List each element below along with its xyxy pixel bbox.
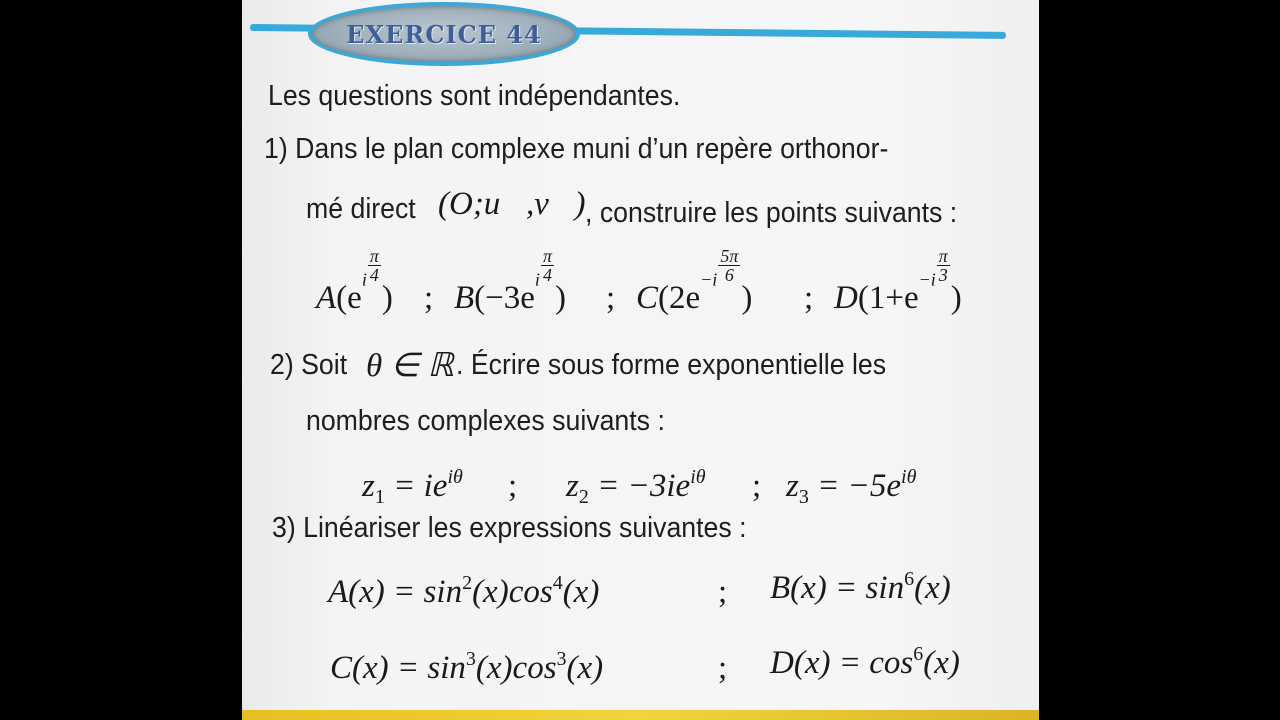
q1-frame: (O;u⃗,v⃗) xyxy=(438,186,586,222)
z1-expression: $z_1 = ie^{i\theta}$ xyxy=(362,466,463,508)
q1-line2-post: , construire les points suivants : xyxy=(585,197,958,229)
sep-3: ; xyxy=(804,280,814,316)
expr-B: $B(x) = \sin^6(x)$ xyxy=(770,568,951,606)
exercise-title: EXERCICE 44 xyxy=(346,20,542,49)
textbook-page xyxy=(242,0,1039,720)
q2-theta: θ ∈ ℝ xyxy=(366,348,454,384)
sep-2: ; xyxy=(606,280,616,316)
expr-D: $D(x) = \cos^6(x)$ xyxy=(770,643,960,681)
z2-expression: $z_2 = -3ie^{i\theta}$ xyxy=(566,466,706,508)
point-C: C(2e−i $\frac{5\pi}{6}$ ) xyxy=(636,246,753,316)
z-sep-2: ; xyxy=(752,468,762,504)
z3-expression: $z_3 = -5e^{i\theta}$ xyxy=(786,466,917,508)
z-sep-1: ; xyxy=(508,468,518,504)
q1-line1: 1) Dans le plan complexe muni d’un repère orthonor- xyxy=(264,133,889,165)
exercise-badge xyxy=(308,2,580,66)
point-A: A(ei $\frac{\pi}{4}$ ) xyxy=(316,246,393,316)
intro-text: Les questions sont indépendantes. xyxy=(268,80,681,112)
expr-sep-1: ; xyxy=(718,574,728,610)
q2-line1-pre: 2) Soit xyxy=(270,349,348,381)
q3-line1: 3) Linéariser les expressions suivantes : xyxy=(272,512,747,544)
point-B: B(−3ei $\frac{\pi}{4}$ ) xyxy=(454,246,566,316)
expr-sep-2: ; xyxy=(718,650,728,686)
page-bottom-band xyxy=(242,710,1039,720)
q2-line2: nombres complexes suivants : xyxy=(306,405,665,437)
q2-line1-post: . Écrire sous forme exponentielle les xyxy=(456,349,887,381)
sep-1: ; xyxy=(424,280,434,316)
expr-C: $C(x) = \sin^3(x)\cos^3(x)$ xyxy=(330,648,604,686)
q1-line2-pre: mé direct xyxy=(306,193,416,225)
point-D: D(1+e−i $\frac{\pi}{3}$ ) xyxy=(834,246,962,316)
expr-A: $A(x) = \sin^2(x)\cos^4(x)$ xyxy=(328,572,600,610)
